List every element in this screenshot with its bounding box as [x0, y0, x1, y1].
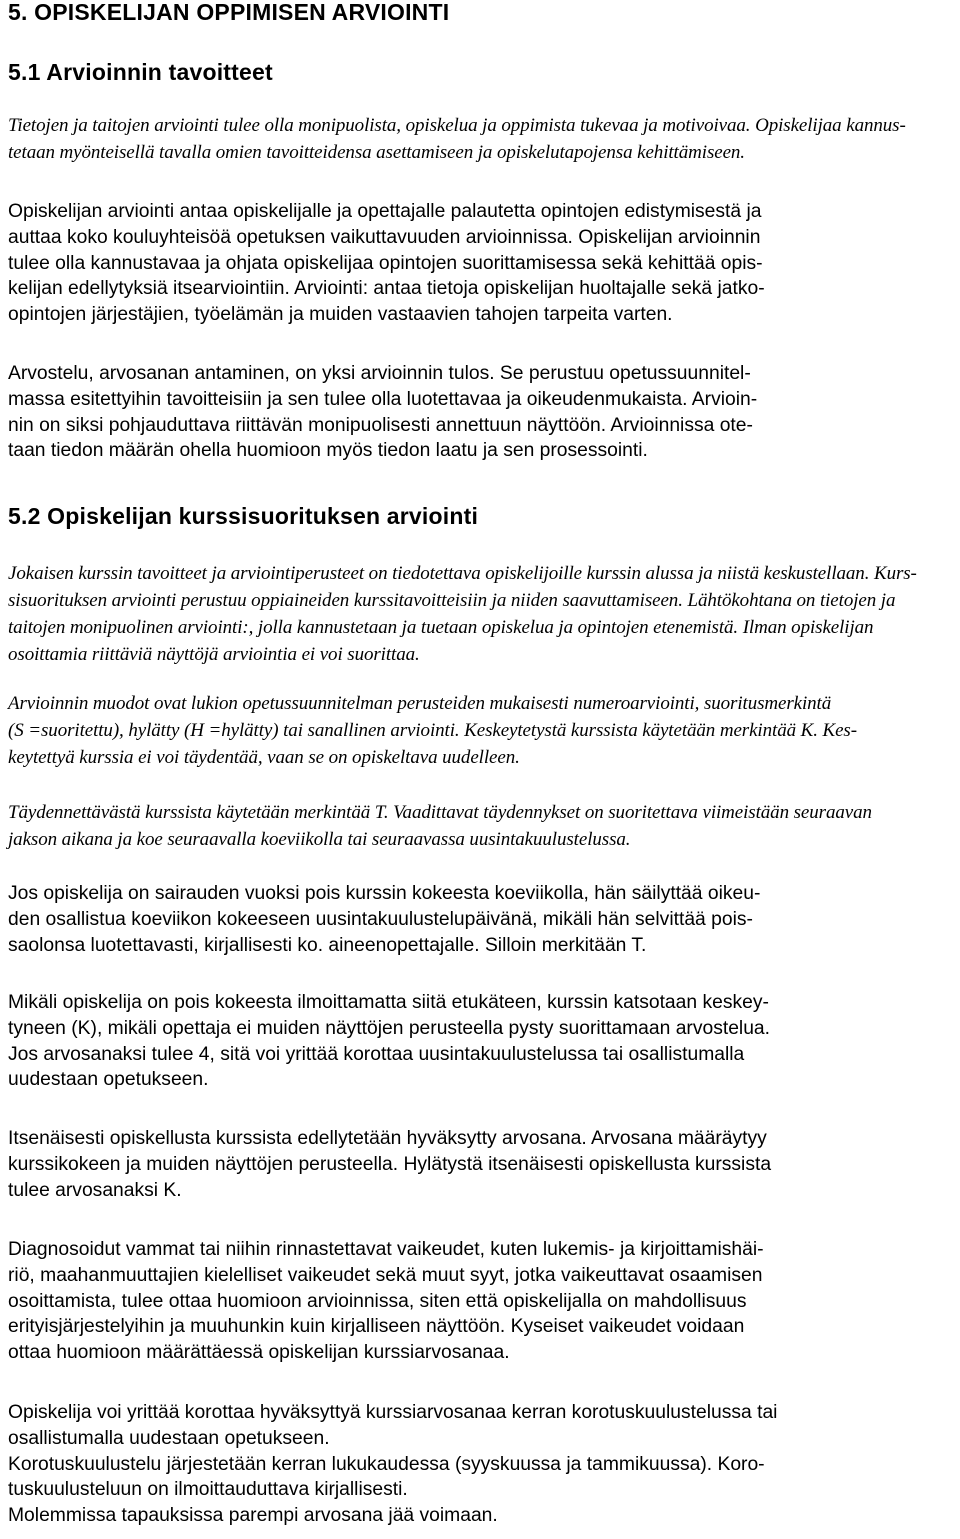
text-line: Mikäli opiskelija on pois kokeesta ilmoittamatta siitä etukäteen, kurssin katsotaan keskey-: [8, 992, 769, 1013]
text-line: Arvostelu, arvosanan antaminen, on yksi arvioinnin tulos. Se perustuu opetussuunnitel-: [8, 363, 751, 384]
text-line: Tietojen ja taitojen arviointi tulee olla monipuolista, opiskelua ja oppimista tukevaa ja motivoivaa. Opiskelijaa kannus-: [8, 115, 906, 136]
text-line: osallistumalla uudestaan opetukseen.: [8, 1427, 330, 1449]
text-line: sisuorituksen arviointi perustuu oppiaineiden kurssitavoitteisiin ja niiden saavuttamiseen. Lähtökohtana on tietojen ja: [8, 590, 896, 611]
text-line: nin on siksi pohjauduttava riittävän monipuolisesti annettuun näyttöön. Arvioinnissa ote-: [8, 414, 753, 436]
text-line: riö, maahanmuuttajien kielelliset vaikeudet sekä muut syyt, jotka vaikeuttavat osaamisen: [8, 1264, 763, 1286]
paragraph-illness: [8, 881, 760, 958]
text-line: Opiskelijan arviointi antaa opiskelijalle ja opettajalle palautetta opintojen edistymisestä ja: [8, 201, 762, 222]
section-5-2-heading: 5.2 Opiskelijan kurssisuorituksen arviointi: [8, 503, 479, 529]
intro-paragraph: [8, 112, 906, 166]
text-line: uudestaan opetukseen.: [8, 1069, 209, 1091]
text-line: jakson aikana ja koe seuraavalla koeviikolla tai seuraavassa uusintakuulustelussa.: [8, 829, 631, 850]
paragraph-absence: [8, 990, 770, 1093]
text-line: Jos arvosanaksi tulee 4, sitä voi yrittää korottaa uusintakuulustelussa tai osallistumalla: [8, 1043, 745, 1065]
text-line: den osallistua koeviikon kokeeseen uusintakuulustelupäivänä, mikäli hän selvittää pois-: [8, 908, 753, 930]
text-line: Jos opiskelija on sairauden vuoksi pois kurssin kokeesta koeviikolla, hän säilyttää oikeu-: [8, 883, 761, 904]
text-line: massa esitettyihin tavoitteisiin ja sen tulee olla luotettavaa ja oikeudenmukaista. Arvioin-: [8, 388, 758, 410]
italic-paragraph-completion: [8, 799, 872, 853]
text-line: Diagnosoidut vammat tai niihin rinnastettavat vaikeudet, kuten lukemis- ja kirjoittamishäi-: [8, 1239, 764, 1260]
text-line: tyneen (K), mikäli opettaja ei muiden näyttöjen perusteella pysty suorittamaan arvostelua.: [8, 1017, 771, 1039]
text-line: kelijan edellytyksiä itsearviointiin. Arviointi: antaa tietoja opiskelijan huoltajalle sekä jatko-: [8, 278, 765, 300]
text-line: saolonsa luotettavasti, kirjallisesti ko. aineenopettajalle. Silloin merkitään T.: [8, 934, 647, 956]
section-5-1-heading: 5.1 Arvioinnin tavoitteet: [8, 59, 273, 85]
paragraph-independent-study: [8, 1126, 771, 1203]
text-line: opintojen järjestäjien, työelämän ja muiden vastaavien tahojen tarpeita varten.: [8, 304, 673, 326]
text-line: ottaa huomioon määrättäessä opiskelijan kurssiarvosanaa.: [8, 1342, 510, 1364]
text-line: kurssikokeen ja muiden näyttöjen perusteella. Hylätystä itsenäisesti opiskellusta kurssista: [8, 1153, 772, 1175]
text-line: tuskuulusteluun on ilmoittauduttava kirjallisesti.: [8, 1479, 408, 1501]
text-line: Molemmissa tapauksissa parempi arvosana jää voimaan.: [8, 1505, 498, 1527]
text-line: Itsenäisesti opiskellusta kurssista edellytetään hyväksytty arvosana. Arvosana määräytyy: [8, 1128, 767, 1149]
text-line: (S =suoritettu), hylätty (H =hylätty) tai sanallinen arviointi. Keskeytetystä kurssista käytetään merkintää K. Kes-: [8, 720, 857, 741]
text-line: Arvioinnin muodot ovat lukion opetussuunnitelman perusteiden mukaisesti numeroarviointi, suoritusmerkintä: [8, 693, 832, 714]
text-line: Opiskelija voi yrittää korottaa hyväksyttyä kurssiarvosanaa kerran korotuskuulustelussa tai: [8, 1402, 778, 1423]
text-line: tulee arvosanaksi K.: [8, 1179, 182, 1201]
text-line: osoittamista, tulee ottaa huomioon arvioinnissa, siten että opiskelijalla on mahdollisuus: [8, 1290, 747, 1312]
text-line: osoittamia riittäviä näyttöjä arviointia ei voi suorittaa.: [8, 644, 420, 665]
italic-paragraph-objectives: [8, 560, 917, 668]
text-line: erityisjärjestelyihin ja muuhunkin kuin kirjalliseen näyttöön. Kyseiset vaikeudet voidaan: [8, 1316, 745, 1338]
italic-paragraph-forms: [8, 690, 857, 771]
text-line: Jokaisen kurssin tavoitteet ja arviointiperusteet on tiedotettava opiskelijoille kurssin alussa ja niistä keskustellaan. Kurs-: [8, 563, 917, 584]
text-line: Täydennettävästä kurssista käytetään merkintää T. Vaadittavat täydennykset on suoritettava viimeistään seuraavan: [8, 802, 872, 823]
section-5-heading: 5. OPISKELIJAN OPPIMISEN ARVIOINTI: [8, 0, 450, 25]
text-line: tulee olla kannustavaa ja ohjata opiskelijaa opintojen suorittamisessa sekä kehittää opis-: [8, 252, 763, 274]
paragraph-special-needs: [8, 1237, 764, 1366]
paragraph-grading: [8, 361, 757, 464]
paragraph-grade-improvement: [8, 1400, 777, 1529]
paragraph-assessment-purpose: [8, 199, 765, 328]
text-line: Korotuskuulustelu järjestetään kerran lukukaudessa (syyskuussa ja tammikuussa). Koro-: [8, 1453, 765, 1475]
text-line: tetaan myönteisellä tavalla omien tavoitteidensa asettamiseen ja opiskelutapojensa kehittämiseen.: [8, 142, 745, 163]
text-line: auttaa koko kouluyhteisöä opetuksen vaikuttavuuden arvioinnissa. Opiskelijan arvioinnin: [8, 226, 761, 248]
text-line: taitojen monipuolinen arviointi:, jolla kannustetaan ja tuetaan opiskelua ja opintojen etenemistä. Ilman opiskelijan: [8, 617, 874, 638]
text-line: keytettyä kurssia ei voi täydentää, vaan se on opiskeltava uudelleen.: [8, 747, 520, 768]
text-line: taan tiedon määrän ohella huomioon myös tiedon laatu ja sen prosessointi.: [8, 440, 648, 462]
